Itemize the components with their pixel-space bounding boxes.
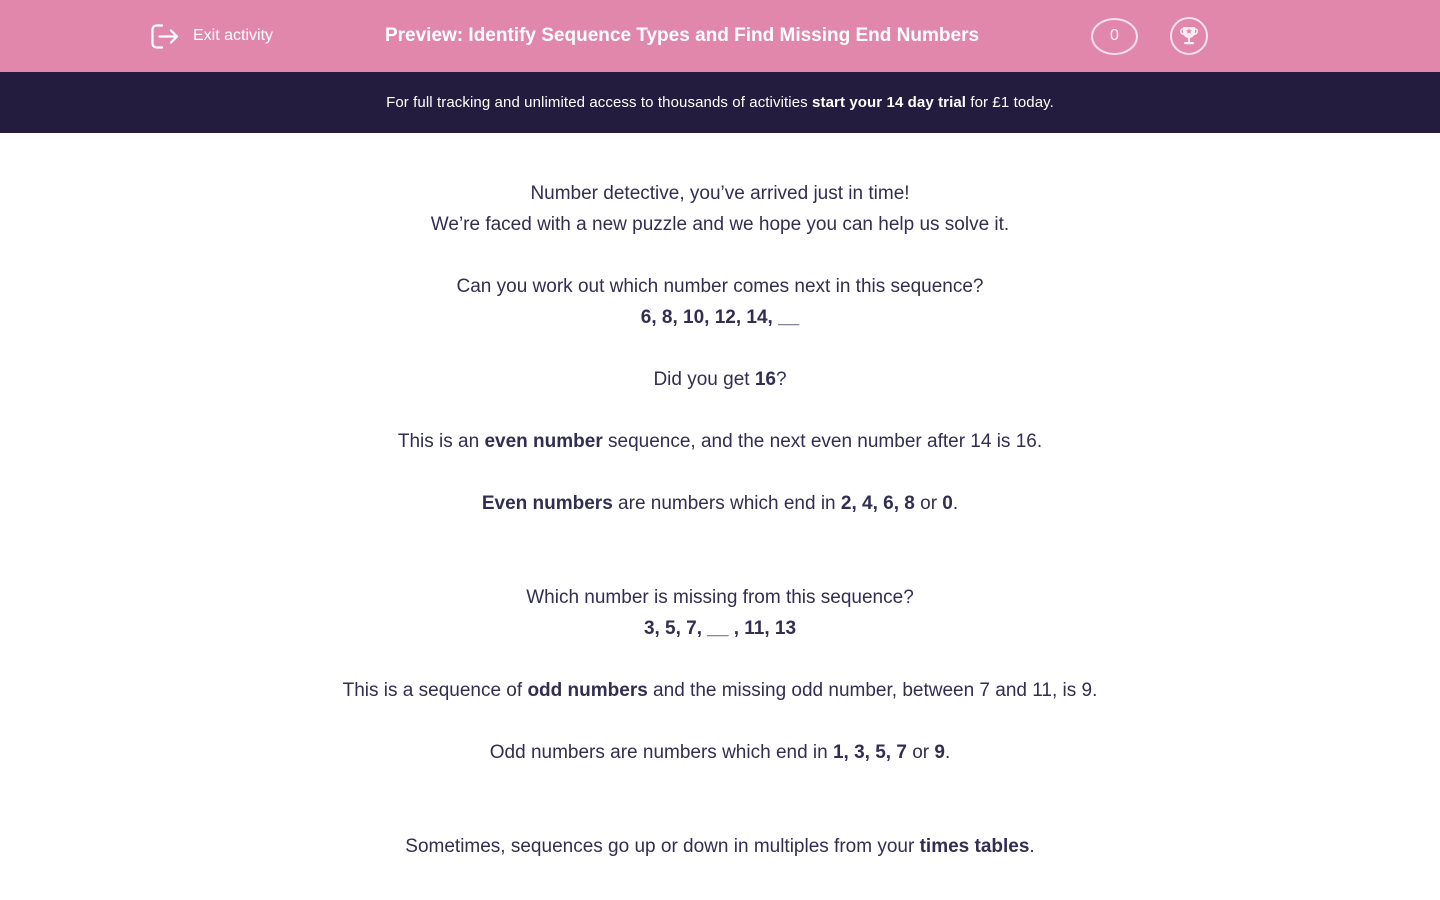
content-line: This is an even number sequence, and the next even number after 14 is 16.	[397, 431, 1043, 452]
content-paragraph	[0, 488, 1440, 519]
exit-activity-label: Exit activity	[193, 27, 274, 44]
activity-header	[0, 0, 1440, 72]
content-paragraph	[0, 582, 1440, 644]
trial-banner[interactable]	[0, 72, 1440, 133]
content-line: Can you work out which number comes next in this sequence?	[456, 276, 984, 297]
score-badge	[1091, 18, 1138, 55]
content-line: Odd numbers are numbers which end in 1, 3, 5, 7 or 9.	[489, 742, 951, 763]
content-line: Number detective, you’ve arrived just in time!	[530, 183, 910, 204]
page-title: Preview: Identify Sequence Types and Find Missing End Numbers	[384, 25, 980, 46]
content-paragraph	[0, 831, 1440, 862]
content-paragraph	[0, 737, 1440, 768]
content-paragraph	[0, 271, 1440, 333]
content-line: We’re faced with a new puzzle and we hope you can help us solve it.	[430, 214, 1010, 235]
content-line: Did you get 16?	[653, 369, 787, 390]
content-paragraph	[0, 426, 1440, 457]
exit-icon	[150, 23, 180, 50]
content-paragraph	[0, 178, 1440, 240]
score-value: 0	[1110, 27, 1119, 44]
trial-banner-text: For full tracking and unlimited access to thousands of activities start your 14 day trial for £1 today.	[386, 94, 1054, 111]
exit-activity-button[interactable]	[150, 23, 273, 50]
content-line: Which number is missing from this sequence?	[526, 587, 914, 608]
activity-content	[0, 178, 1440, 862]
trophy-icon	[1170, 17, 1208, 55]
content-line: This is a sequence of odd numbers and the missing odd number, between 7 and 11, is 9.	[342, 680, 1098, 701]
content-line: Even numbers are numbers which end in 2, 4, 6, 8 or 0.	[481, 493, 959, 514]
content-line: Sometimes, sequences go up or down in multiples from your times tables.	[405, 836, 1035, 857]
content-line: 3, 5, 7, __ , 11, 13	[643, 618, 797, 639]
content-paragraph	[0, 364, 1440, 395]
content-line: 6, 8, 10, 12, 14, __	[640, 307, 800, 328]
content-paragraph	[0, 675, 1440, 706]
header-right-group	[1091, 17, 1208, 55]
